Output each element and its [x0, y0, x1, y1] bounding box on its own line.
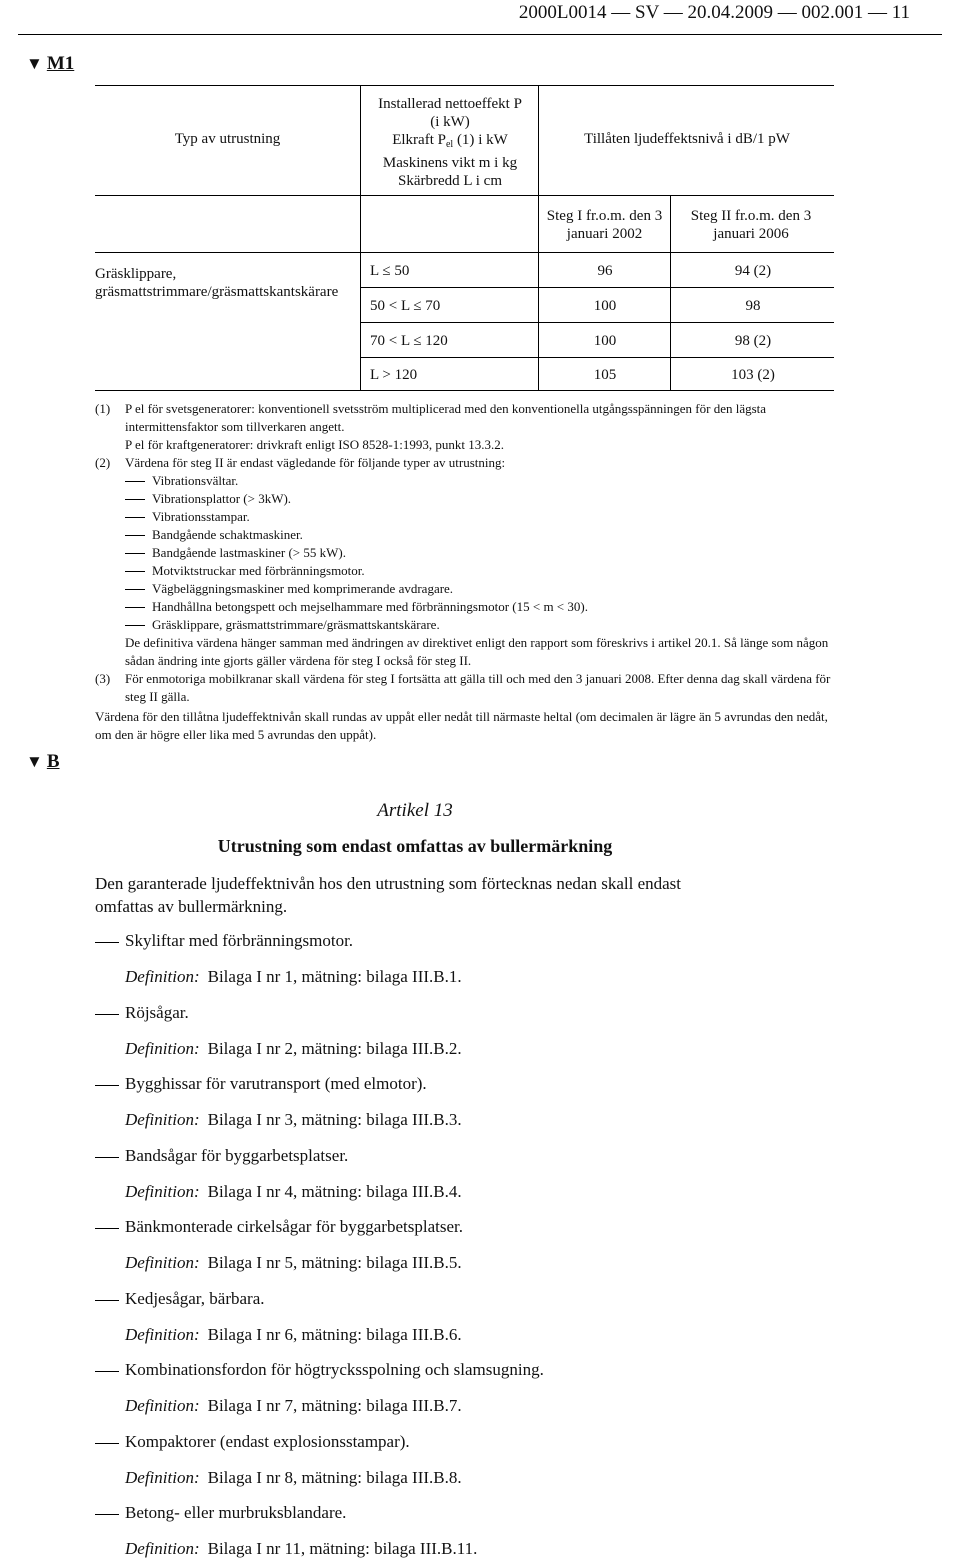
table-footnotes — [95, 400, 835, 706]
dash-icon — [95, 1157, 119, 1158]
list-item: Vibrationsstampar. — [125, 508, 835, 526]
table-rule — [95, 252, 834, 253]
header-rule — [18, 34, 942, 35]
dash-icon — [95, 942, 119, 943]
triangle-down-icon: ▼ — [26, 54, 43, 73]
equipment-type: Gräsklippare, gräsmattstrimmare/gräsmattskantskärare — [95, 266, 339, 300]
list-item: Kedjesågar, bärbara. — [95, 1288, 265, 1310]
table-rule — [670, 195, 671, 390]
dash-icon — [95, 1014, 119, 1015]
definition: Definition: Bilaga I nr 5, mätning: bilaga III.B.5. — [125, 1253, 462, 1272]
table-rule — [360, 287, 834, 288]
list-item: Bänkmonterade cirkelsågar för byggarbetsplatser. — [95, 1216, 463, 1238]
definition: Definition: Bilaga I nr 4, mätning: bilaga III.B.4. — [125, 1182, 462, 1201]
table-cell-stage2: 103 (2) — [731, 367, 775, 383]
footnote-2-list — [125, 472, 835, 634]
table-cell-stage1: 96 — [597, 263, 613, 279]
table-rule — [538, 85, 539, 390]
article-heading: Utrustning som endast omfattas av bullermärkning — [217, 836, 613, 856]
list-item: Motviktstruckar med förbränningsmotor. — [125, 562, 835, 580]
definition: Definition: Bilaga I nr 7, mätning: bilaga III.B.7. — [125, 1396, 462, 1415]
list-item: Bandgående lastmaskiner (> 55 kW). — [125, 544, 835, 562]
table-rule — [360, 357, 834, 358]
table-cell-range: 70 < L ≤ 120 — [370, 333, 448, 349]
table-cell-stage1: 100 — [593, 333, 617, 349]
list-item: Vägbeläggningsmaskiner med komprimerande avdragare. — [125, 580, 835, 598]
footnote-1: (1) P el för svetsgeneratorer: konventionell svetsström multiplicerad med den konventionella utgångsspänningen för den lägsta intermittensfaktor som tillverkaren angett. P el för kraftgeneratorer: drivkraft enligt ISO 8528-1:1993, punkt 13.3.2. — [95, 401, 767, 452]
definition: Definition: Bilaga I nr 3, mätning: bilaga III.B.3. — [125, 1110, 462, 1129]
article-intro: Den garanterade ljudeffektnivån hos den utrustning som förtecknas nedan skall endast omfattas av bullermärkning. — [95, 874, 682, 916]
list-item: Röjsågar. — [95, 1002, 189, 1024]
table-rule — [360, 322, 834, 323]
table-rule — [95, 195, 834, 196]
column-header-stage-1: Steg I fr.o.m. den 3 januari 2002 — [546, 208, 663, 242]
list-item: Skyliftar med förbränningsmotor. — [95, 930, 353, 952]
table-cell-stage1: 105 — [593, 367, 617, 383]
list-item: Bandsågar för byggarbetsplatser. — [95, 1145, 348, 1167]
table-rule — [95, 85, 834, 86]
table-cell-range: 50 < L ≤ 70 — [370, 298, 441, 314]
definition: Definition: Bilaga I nr 1, mätning: bilaga III.B.1. — [125, 967, 462, 986]
dash-icon — [95, 1300, 119, 1301]
column-header-parameter: Installerad nettoeffekt P (i kW) Elkraft $P_{el}$ (1) i kW Maskinens vikt m i kg Skärbredd L i cm — [378, 96, 522, 189]
table-cell-range: L > 120 — [370, 367, 418, 383]
list-item: Vibrationsplattor (> 3kW). — [125, 490, 835, 508]
dash-icon — [95, 1228, 119, 1229]
list-item: Kompaktorer (endast explosionsstampar). — [95, 1431, 410, 1453]
rounding-note: Värdena för den tillåtna ljudeffektnivån skall rundas av uppåt eller nedåt till närmaste heltal (om decimalen är lägre än 5 avrundas den nedåt, om den är högre eller lika med 5 avrundas den uppåt). — [95, 709, 828, 742]
definition: Definition: Bilaga I nr 11, mätning: bilaga III.B.11. — [125, 1539, 478, 1558]
article-title: Artikel 13 — [377, 800, 453, 821]
table-cell-stage2: 98 — [745, 298, 761, 314]
table-rule — [95, 390, 834, 391]
list-item: Bygghissar för varutransport (med elmotor). — [95, 1073, 427, 1095]
list-item: Handhållna betongspett och mejselhammare med förbränningsmotor (15 < m < 30). — [125, 598, 835, 616]
list-item: Bandgående schaktmaskiner. — [125, 526, 835, 544]
table-cell-stage1: 100 — [593, 298, 617, 314]
table-cell-range: L ≤ 50 — [370, 263, 410, 279]
column-header-stage-2: Steg II fr.o.m. den 3 januari 2006 — [690, 208, 812, 242]
amendment-marker-b: ▼ B — [26, 751, 60, 772]
list-item: Gräsklippare, gräsmattstrimmare/gräsmattskantskärare. — [125, 616, 835, 634]
table-cell-stage2: 98 (2) — [734, 333, 772, 349]
list-item: Kombinationsfordon för högtrycksspolning och slamsugning. — [95, 1359, 544, 1381]
list-item: Betong- eller murbruksblandare. — [95, 1502, 346, 1524]
dash-icon — [95, 1514, 119, 1515]
dash-icon — [95, 1085, 119, 1086]
dash-icon — [95, 1443, 119, 1444]
definition: Definition: Bilaga I nr 2, mätning: bilaga III.B.2. — [125, 1039, 462, 1058]
list-item: Vibrationsvältar. — [125, 472, 835, 490]
definition: Definition: Bilaga I nr 6, mätning: bilaga III.B.6. — [125, 1325, 462, 1344]
definition: Definition: Bilaga I nr 8, mätning: bilaga III.B.8. — [125, 1468, 462, 1487]
table-cell-stage2: 94 (2) — [734, 263, 772, 279]
column-header-sound-level: Tillåten ljudeffektsnivå i dB/1 pW — [584, 131, 790, 147]
column-header-type: Typ av utrustning — [174, 131, 281, 147]
triangle-down-icon: ▼ — [26, 752, 43, 771]
document-reference: 2000L0014 — SV — 20.04.2009 — 002.001 — 11 — [518, 2, 910, 23]
table-rule — [360, 85, 361, 390]
footnote-2: (2) Värdena för steg II är endast vägledande för följande typer av utrustning: Vibrationsvältar. Vibrationsplattor (> 3kW). Vibrationsstampar. Bandgående schaktmaskiner. Bandgående lastmaskiner (> 55 kW). Motviktstruckar med förbränningsmotor. Vägbeläggningsmaskiner med komprimerande avdragare. Handhållna betongspett och mejselhammare med förbränningsmotor (15 < m < 30). Gräsklippare, gräsmattstrimmare/gräsmattskantskärare. De definitiva värdena hänger samman med ändringen av direktivet enligt den rapport som föreskrivs i artikel 20.1. Så länge som någon sådan ändring inte gjorts gäller värdena för steg I också för steg II. — [95, 454, 835, 670]
footnote-3: (3) För enmotoriga mobilkranar skall värdena för steg I fortsätta att gälla till och med den 3 januari 2008. Efter denna dag skall värdena för steg II gälla. — [95, 671, 831, 704]
dash-icon — [95, 1371, 119, 1372]
amendment-marker-m1: ▼ M1 — [26, 53, 75, 74]
